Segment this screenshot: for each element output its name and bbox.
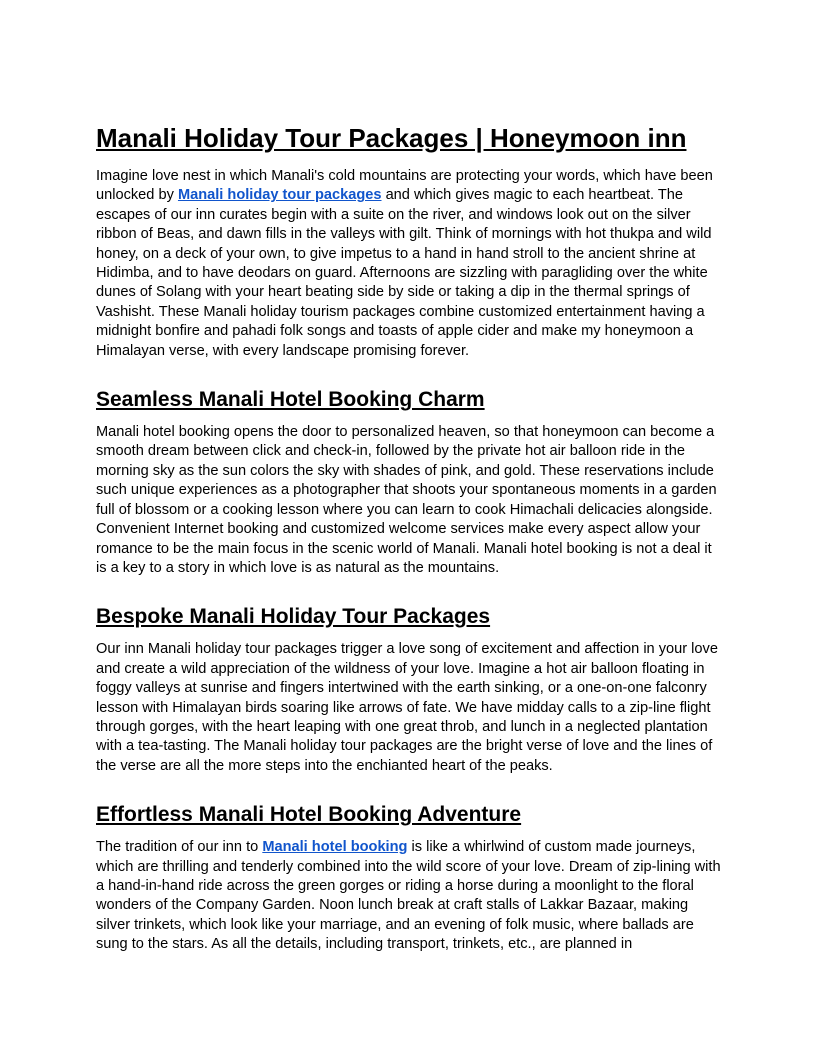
manali-holiday-tour-packages-link[interactable]: Manali holiday tour packages <box>177 187 382 204</box>
section-hotel-booking-adventure <box>96 800 722 954</box>
section-hotel-booking-charm <box>96 385 722 578</box>
section-heading: Seamless Manali Hotel Booking Charm <box>96 388 485 412</box>
section-heading: Effortless Manali Hotel Booking Adventure <box>96 803 522 827</box>
section-paragraph <box>96 838 722 954</box>
section-bespoke-tour-packages <box>96 602 722 776</box>
section-paragraph: Our inn Manali holiday tour packages trigger a love song of excitement and affection in your love and create a wild appreciation of the wildness of your love. Imagine a hot air balloon floating in foggy valleys at sunrise and fingers intertwined with the earth sinking, or a one-on-one falconry lesson with Himalayan birds soaring like arrows of fate. We have midday calls to a zip-line flight through gorges, with the heart leaping with one great throb, and lunch in a neglected plantation with a tea-tasting. The Manali holiday tour packages are the bright verse of love and the lines of the verse are all the more steps into the enchianted heart of the peaks. <box>96 641 718 774</box>
section-text-start: The tradition of our inn to <box>96 839 263 856</box>
section-heading: Bespoke Manali Holiday Tour Packages <box>96 605 491 629</box>
document-page <box>96 120 722 955</box>
intro-paragraph <box>96 167 722 361</box>
intro-text-start: Imagine love nest in which Manali's cold mountains are protecting your words, which have been unlocked by <box>96 168 713 204</box>
section-text-end: is like a whirlwind of custom made journeys, which are thrilling and tenderly combined into the wild score of your love. Dream of zip-lining with a hand-in-hand ride across the green gorges or riding a horse during a moonlight to the floral wonders of the Company Garden. Noon lunch break at craft stalls of Lakkar Bazaar, making silver trinkets, which look like your marriage, and an evening of folk music, where ballads are sung to the stars. As all the details, including transport, trinkets, etc., are planned in <box>96 839 721 953</box>
section-paragraph: Manali hotel booking opens the door to personalized heaven, so that honeymoon can become a smooth dream between click and check-in, followed by the private hot air balloon ride in the morning sky as the sun colors the sky with shades of pink, and gold. These reservations include such unique experiences as a photographer that shoots your spontaneous moments in a garden full of blossom or a cooking lesson where you can learn to cook Himachali delicacies alongside. Convenient Internet booking and customized welcome services make every aspect allow your romance to be the main focus in the scenic world of Manali. Manali hotel booking is not a deal it is a key to a story in which love is as natural as the mountains. <box>96 424 717 576</box>
manali-hotel-booking-link[interactable]: Manali hotel booking <box>262 839 408 856</box>
page-title: Manali Holiday Tour Packages | Honeymoon inn <box>96 123 687 153</box>
intro-text-end: and which gives magic to each heartbeat. The escapes of our inn curates begin with a suite on the river, and windows look out on the silver ribbon of Beas, and dawn fills in the valleys with gilt. Think of mornings with hot thukpa and wild honey, on a deck of your own, to give impetus to a hand in hand stroll to the ancient shrine at Hidimba, and to have deodars on guard. Afternoons are sizzling with paragliding over the white dunes of Solang with your heart beating side by side or taking a dip in the thermal springs of Vashisht. These Manali holiday tourism packages combine customized entertainment having a midnight bonfire and pahadi folk songs and toasts of apple cider and make my honeymoon a Himalayan verse, with every landscape promising forever. <box>96 187 712 359</box>
